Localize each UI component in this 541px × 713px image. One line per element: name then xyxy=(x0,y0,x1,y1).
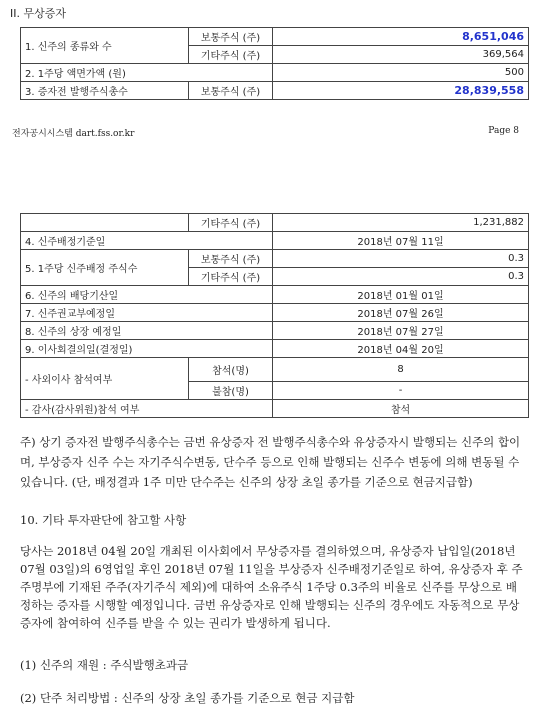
row3-label: 3. 증자전 발행주식총수 xyxy=(21,82,189,100)
row11-value: 참석 xyxy=(273,400,529,418)
row6-value: 2018년 01월 01일 xyxy=(273,286,529,304)
row10b-value: - xyxy=(273,382,529,400)
row8-value: 2018년 07월 27일 xyxy=(273,322,529,340)
row9-value: 2018년 04월 20일 xyxy=(273,340,529,358)
row5b-sub: 기타주식 (주) xyxy=(189,268,273,286)
row11-label: - 감사(감사위원)참석 여부 xyxy=(21,400,273,418)
capital-increase-table-1 xyxy=(20,27,529,100)
item-fractional-shares: (2) 단주 처리방법 : 신주의 상장 초일 종가를 기준으로 현금 지급함 xyxy=(20,691,355,705)
section-title: II. 무상증자 xyxy=(10,7,66,20)
row8-label: 8. 신주의 상장 예정일 xyxy=(21,322,273,340)
row6-label: 6. 신주의 배당기산일 xyxy=(21,286,273,304)
row0-label-empty xyxy=(21,214,189,232)
row5-label: 5. 1주당 신주배정 주식수 xyxy=(21,250,189,286)
row1-label: 1. 신주의 종류와 수 xyxy=(21,28,189,64)
footer-site: 전자공시시스템 dart.fss.or.kr xyxy=(12,129,135,139)
row10a-value: 8 xyxy=(273,358,529,382)
row1a-sub: 보통주식 (주) xyxy=(189,28,273,46)
row4-value: 2018년 07월 11일 xyxy=(273,232,529,250)
row7-label: 7. 신주권교부예정일 xyxy=(21,304,273,322)
row5a-sub: 보통주식 (주) xyxy=(189,250,273,268)
row0-sub: 기타주식 (주) xyxy=(189,214,273,232)
row3-sub: 보통주식 (주) xyxy=(189,82,273,100)
row2-value: 500 xyxy=(273,64,529,82)
table-footnote: 주) 상기 증자전 발행주식총수는 금번 유상증자 전 발행주식총수와 유상증자시 발행되는 신주의 합이며, 부상증자 신주 수는 자기주식수변동, 단수주 등으로 인해 발행되는 신주수 변동에 의해 변동될 수 있습니다. (단, 배정결과 1주 미만 단수주는 신주의 상장 초일 종가를 기준으로 현금지급함) xyxy=(20,435,521,489)
row0-value: 1,231,882 xyxy=(273,214,529,232)
row10b-sub: 불참(명) xyxy=(189,382,273,400)
row1b-sub: 기타주식 (주) xyxy=(189,46,273,64)
section10-title: 10. 기타 투자판단에 참고할 사항 xyxy=(20,513,187,527)
row9-label: 9. 이사회결의일(결정일) xyxy=(21,340,273,358)
footer-page: Page 8 xyxy=(488,126,519,136)
row10a-sub: 참석(명) xyxy=(189,358,273,382)
row1a-value: 8,651,046 xyxy=(273,28,529,46)
item-share-source: (1) 신주의 재원 : 주식발행초과금 xyxy=(20,658,189,672)
row10-label: - 사외이사 참석여부 xyxy=(21,358,189,400)
row3-value: 28,839,558 xyxy=(273,82,529,100)
row5a-value: 0.3 xyxy=(273,250,529,268)
row4-label: 4. 신주배정기준일 xyxy=(21,232,273,250)
row7-value: 2018년 07월 26일 xyxy=(273,304,529,322)
row1b-value: 369,564 xyxy=(273,46,529,64)
capital-increase-table-2 xyxy=(20,213,529,418)
section10-paragraph: 당사는 2018년 04월 20일 개최된 이사회에서 무상증자를 결의하였으며, 유상증자 납입일(2018년 07월 03일)의 6영업일 후인 2018년 07월 11일을 부상증자 신주배정기준일로 하여, 유상증자 후 주주명부에 기재된 주주(자기주식 제외)에 대하여 소유주식 1주당 0.3주의 비율로 신주를 무상으로 배정하는 증자를 시행할 예정입니다. 금번 유상증자로 인해 발행되는 신주의 경우에도 자동적으로 무상증자에 참여하여 신주를 받을 수 있는 권리가 발생하게 됩니다. xyxy=(20,544,523,630)
row5b-value: 0.3 xyxy=(273,268,529,286)
row2-label: 2. 1주당 액면가액 (원) xyxy=(21,64,273,82)
